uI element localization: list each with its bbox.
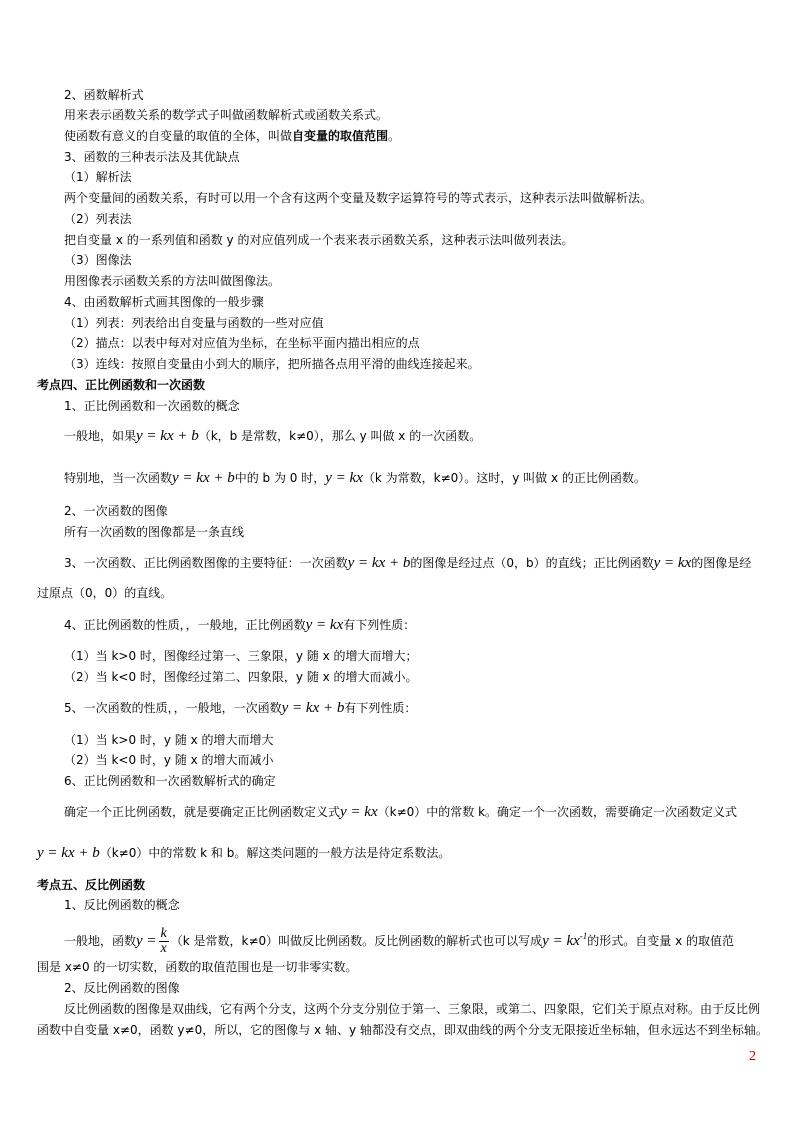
list-item: （2）描点：以表中每对对应值为坐标，在坐标平面内描出相应的点 [64, 336, 420, 350]
formula: y = kx + b [281, 700, 345, 716]
heading-kaodian-4: 考点四、正比例函数和一次函数 [37, 378, 206, 392]
formula: y = kx [653, 555, 692, 571]
list-item: （3）连线：按照自变量由小到大的顺序，把所描各点用平滑的曲线连接起来。 [64, 357, 480, 371]
heading-kaodian-5: 考点五、反比例函数 [37, 878, 146, 892]
paragraph: 把自变量 x 的一系列值和函数 y 的对应值列成一个表来表示函数关系，这种表示法叫做列表法。 [64, 233, 574, 247]
list-item: （1）列表：列表给出自变量与函数的一些对应值 [64, 316, 324, 330]
list-item: （2）当 k<0 时，图像经过第二、四象限，y 随 x 的增大而减小。 [64, 670, 418, 684]
sub-heading: （1）解析法 [64, 170, 132, 184]
sub-heading: （3）图像法 [64, 253, 132, 267]
paragraph: 确定一个正比例函数，就是要确定正比例函数定义式y = kx（k≠0）中的常数 k。确定一个一次函数，需要确定一次函数定义式 [64, 804, 738, 820]
sub-heading: 1、反比例函数的概念 [64, 898, 180, 912]
paragraph: 围是 x≠0 的一切实数，函数的取值范围也是一切非零实数。 [37, 960, 358, 974]
paragraph: 用来表示函数关系的数学式子叫做函数解析式或函数关系式。 [64, 108, 389, 122]
paragraph: 用图像表示函数关系的方法叫做图像法。 [64, 274, 281, 288]
paragraph: 4、正比例函数的性质，，一般地，正比例函数y = kx有下列性质： [64, 617, 416, 633]
formula: y = kx [325, 470, 363, 486]
page-number: 2 [749, 1049, 756, 1064]
sub-heading: 2、反比例函数的图像 [64, 981, 180, 995]
sub-heading: 6、正比例函数和一次函数解析式的确定 [64, 774, 276, 788]
formula: y = [136, 933, 157, 949]
paragraph: 一般地，如果y = kx + b（k，b 是常数，k≠0），那么 y 叫做 x 的一次函数。 [64, 428, 482, 444]
paragraph: 两个变量间的函数关系，有时可以用一个含有这两个变量及数字运算符号的等式表示，这种表示法叫做解析法。 [64, 191, 653, 205]
formula: y = kx [305, 617, 344, 633]
sub-heading: 2、一次函数的图像 [64, 504, 168, 518]
paragraph: 5、一次函数的性质，，一般地，一次函数y = kx + b有下列性质： [64, 700, 417, 716]
list-item: （1）当 k>0 时，图像经过第一、三象限，y 随 x 的增大而增大； [64, 649, 418, 663]
list-item: （1）当 k>0 时，y 随 x 的增大而增大 [64, 733, 274, 747]
paragraph: 特别地，当一次函数y = kx + b中的 b 为 0 时，y = kx（k 为常数，k≠0）。这时，y 叫做 x 的正比例函数。 [64, 470, 646, 486]
formula: y = kx + b [347, 555, 411, 571]
formula: y = kx [340, 804, 378, 820]
section-4-title: 4、由函数解析式画其图像的一般步骤 [64, 295, 264, 309]
paragraph: y = kx + b（k≠0）中的常数 k 和 b。解这类问题的一般方法是待定系数法。 [37, 845, 451, 861]
paragraph: 过原点（0，0）的直线。 [37, 586, 173, 600]
fraction: $\frac{k}{x}$ [160, 926, 167, 956]
section-2-title: 2、函数解析式 [64, 88, 144, 102]
formula: y = kx + b [37, 845, 100, 861]
paragraph: 3、一次函数、正比例函数图像的主要特征：一次函数y = kx + b的图像是经过点（0，b）的直线；正比例函数y = kx的图像是经 [64, 555, 752, 571]
sub-heading: （2）列表法 [64, 212, 132, 226]
paragraph: 函数中自变量 x≠0，函数 y≠0，所以，它的图像与 x 轴、y 轴都没有交点，即双曲线的两个分支无限接近坐标轴，但永远达不到坐标轴。 [37, 1023, 768, 1037]
section-3-title: 3、函数的三种表示法及其优缺点 [64, 150, 240, 164]
bold-term: 自变量的取值范围 [292, 129, 389, 143]
paragraph: 所有一次函数的图像都是一条直线 [64, 525, 245, 539]
paragraph: 反比例函数的图像是双曲线，它有两个分支，这两个分支分别位于第一、三象限，或第二、四象限，它们关于原点对称。由于反比例 [64, 1002, 761, 1016]
formula: $y = kx^{-1}$ [542, 931, 588, 949]
sub-heading: 1、正比例函数和一次函数的概念 [64, 399, 240, 413]
paragraph: 使函数有意义的自变量的取值的全体，叫做自变量的取值范围。 [64, 129, 401, 143]
formula: y = kx + b [136, 428, 199, 444]
formula: y = kx + b [172, 470, 235, 486]
paragraph: 一般地，函数y = $\frac{k}{x}$ （k 是常数，k≠0）叫做反比例函数。反比例函数的解析式也可以写成$y = kx^{-1}$的形式。自变量 x 的取值范 [64, 926, 735, 956]
list-item: （2）当 k<0 时，y 随 x 的增大而减小 [64, 753, 274, 767]
